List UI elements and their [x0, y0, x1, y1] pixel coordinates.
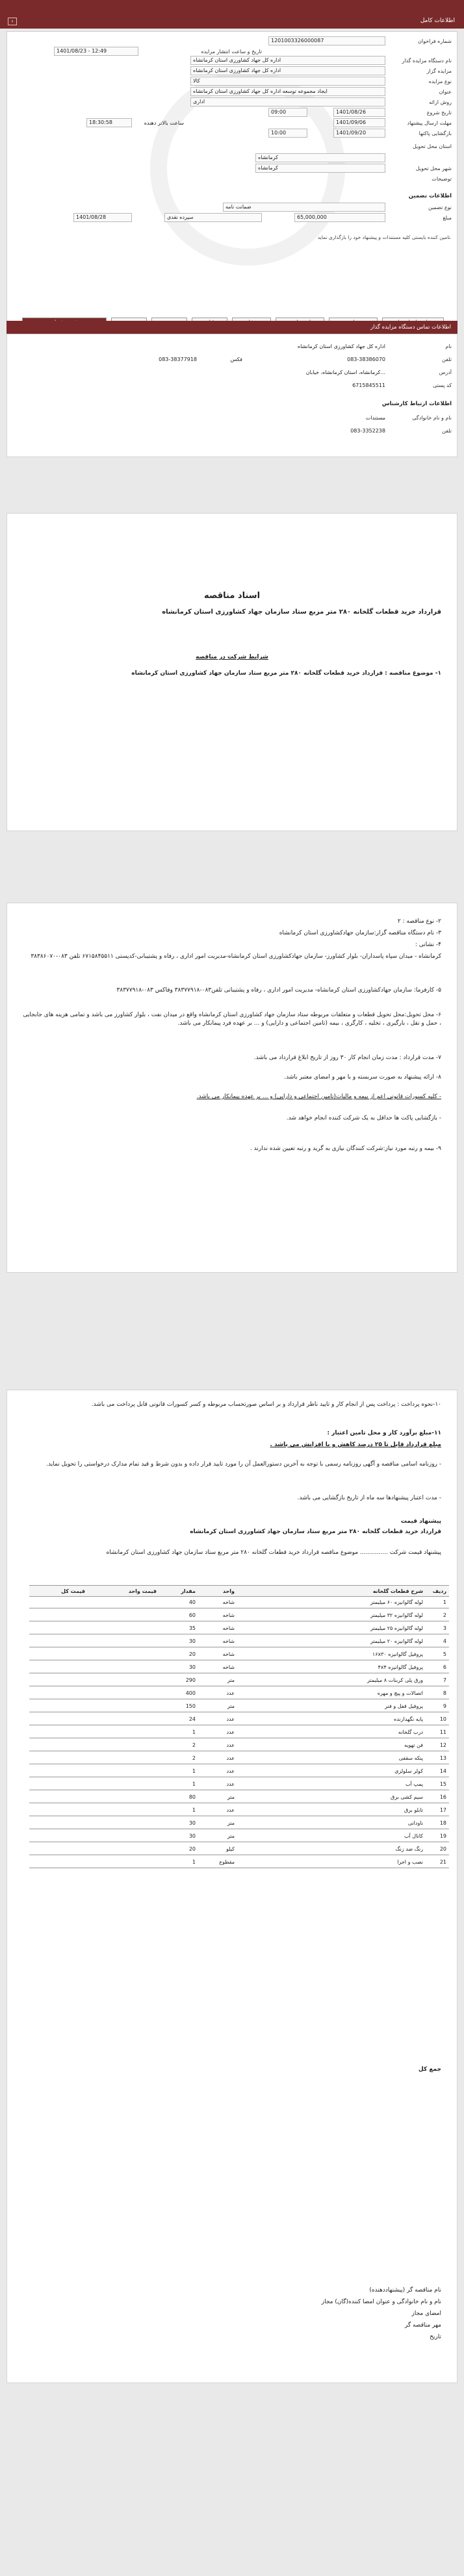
cell-unit: متر: [227, 1820, 235, 1826]
cell-no: 8: [443, 1690, 446, 1696]
contact-phone-label: تلفن: [441, 356, 452, 362]
table-row: [29, 1727, 449, 1738]
deadline-time-value: 18:30:58: [86, 118, 132, 127]
doc-p3-3: - روزنامه اسامی مناقصه و آگهی روزنامه رسمی با توجه به آخرین دستورالعمل آن را مورد تایید قرار داده و بدون شرط و قید تمام مدارک درخواستی را تحویل نماید.: [46, 1461, 441, 1468]
footer-date: تاریخ: [430, 2334, 441, 2340]
table-row: [29, 1831, 449, 1842]
page-title: اطلاعات کامل: [420, 18, 455, 24]
cell-unit: کیلو: [226, 1846, 235, 1852]
table-row: [29, 1662, 449, 1673]
cell-no: 14: [439, 1768, 446, 1774]
doc-subtitle: قرارداد خرید قطعات گلخانه ۲۸۰ متر مربع ستاد سازمان جهاد کشاورزی استان کرمانشاه: [162, 608, 441, 616]
person-name-label: نام و نام خانوادگی: [412, 415, 452, 421]
th-unit: واحد: [222, 1588, 235, 1594]
table-row: [29, 1779, 449, 1790]
table-row: [29, 1714, 449, 1725]
cell-unit: شاخه: [222, 1638, 235, 1644]
person-phone-label: تلفن: [441, 428, 452, 434]
th-item: شرح قطعات گلخانه: [372, 1588, 423, 1594]
cell-item: لوله گالوانیزه ۲۰ میلیمتر: [370, 1638, 423, 1644]
table-row: [29, 1623, 449, 1634]
contact-phone-value: 083-38386070: [347, 356, 385, 362]
subject-label: عنوان: [439, 89, 452, 95]
cell-no: 2: [443, 1612, 446, 1618]
cell-unit: متر: [227, 1794, 235, 1800]
cell-no: 19: [439, 1833, 446, 1839]
cell-no: 5: [443, 1651, 446, 1657]
th-qty: مقدار: [181, 1588, 196, 1594]
person-phone-value: 083-3352238: [350, 428, 385, 434]
tender-no-value: 1201003326000087: [268, 36, 385, 45]
deadline-note: ساعت بالاتر دهنده: [144, 120, 184, 126]
cell-no: 1: [443, 1599, 446, 1605]
cell-no: 17: [439, 1807, 446, 1813]
cell-qty: 30: [188, 1820, 196, 1826]
cell-unit: مقطوع: [219, 1859, 235, 1865]
table-row: [29, 1597, 449, 1608]
table-row: [29, 1675, 449, 1686]
tender-no-label: شماره فراخوان: [418, 38, 452, 44]
cell-qty: 80: [188, 1794, 196, 1800]
cell-unit: متر: [227, 1703, 235, 1709]
footer-signature: امضای مجاز: [411, 2310, 441, 2317]
cell-qty: 30: [188, 1664, 196, 1670]
province-value: کرمانشاه: [255, 153, 385, 162]
publish-date-label: تاریخ و ساعت انتشار مزایده: [201, 49, 262, 55]
cell-no: 18: [439, 1820, 446, 1826]
doc-p3-1: ۱۱-مبلغ برآورد کار و محل تامین اعتبار :: [327, 1430, 441, 1436]
cell-item: پایه نگهدارنده: [394, 1716, 423, 1722]
table-row: [29, 1818, 449, 1829]
cell-item: لوله گالوانیزه ۶۰ میلیمتر: [370, 1599, 423, 1605]
cell-unit: عدد: [226, 1729, 235, 1735]
province-label: استان محل تحویل: [412, 144, 452, 149]
doc-p3-7: پیشنهاد قیمت شرکت ............... موضوع مناقصه قرارداد خرید قطعات گلخانه ۲۸۰ متر مربع ستاد سازمان جهاد کشاورزی استان کرمانشاه: [106, 1549, 441, 1556]
cell-qty: 40: [188, 1599, 196, 1605]
contact-postcode-label: کد پستی: [433, 382, 452, 388]
doc-p2-4: ۵- کارفرما: سازمان جهادکشاورزی استان کرمانشاه- مدیریت امور اداری ، رفاه و پشتیبانی تلفن۰۸۳-۳۸۳۷۷۹۱۸ وفاکس ۰۸۳-۳۸۳۷۷۹۱۸: [116, 987, 441, 994]
cell-qty: 2: [192, 1742, 196, 1748]
open-date-label: بازگشایی پاکتها: [419, 131, 452, 136]
cell-item: پمپ آب: [405, 1781, 423, 1787]
form-note: تامین کننده بایستی کلیه مستندات و پیشنهاد خود را بارگذاری نماید.: [317, 234, 452, 240]
cell-qty: 60: [188, 1612, 196, 1618]
city-label: شهر محل تحویل: [415, 166, 452, 171]
cell-item: فن تهویه: [404, 1742, 423, 1748]
doc-p3-6: قرارداد خرید قطعات گلخانه ۲۸۰ متر مربع ستاد سازمان جهاد کشاورزی استان کرمانشاه: [190, 1529, 441, 1535]
table-row: [29, 1857, 449, 1868]
table-row: [29, 1701, 449, 1712]
cell-qty: 1: [192, 1859, 196, 1865]
footer-stamp: مهر مناقصه گر: [404, 2322, 441, 2329]
doc-p3-2: مبلغ قرارداد قابل تا ۲۵ درصد کاهش و یا افزایش می باشد .: [270, 1442, 441, 1448]
cell-qty: 1: [192, 1768, 196, 1774]
g-type-label: نوع تضمین: [428, 205, 452, 210]
contact-addr-label: آدرس: [439, 369, 452, 375]
cell-no: 6: [443, 1664, 446, 1670]
g-amount-label: مبلغ: [443, 215, 452, 221]
contact-addr-value: کرمانشاه، استان کرمانشاه، خیابان...: [305, 369, 385, 375]
cell-qty: 400: [185, 1690, 196, 1696]
city-value: کرمانشاه: [255, 164, 385, 173]
doc-p2-6: ۷- مدت قرارداد : مدت زمان انجام کار ۳۰ روز از تاریخ ابلاغ قرارداد می باشد.: [253, 1055, 441, 1061]
cell-unit: شاخه: [222, 1612, 235, 1618]
cell-no: 10: [439, 1716, 446, 1722]
doc-page-2: [6, 903, 458, 1273]
offer-label: روش ارائه: [429, 99, 452, 105]
organizer-label: مزایده گزار: [426, 68, 452, 74]
cell-item: سیم کشی برق: [391, 1794, 423, 1800]
doc-page-3: [6, 1390, 458, 2383]
doc-p3-4: - مدت اعتبار پیشنهادها سه ماه از تاریخ بازگشایی می باشد.: [297, 1495, 441, 1501]
cell-unit: شاخه: [222, 1625, 235, 1631]
table-row: [29, 1766, 449, 1777]
th-total: قیمت کل: [61, 1588, 85, 1594]
cell-no: 20: [439, 1846, 446, 1852]
contact-bar: اطلاعات تماس دستگاه مزایده گذار: [6, 321, 458, 334]
back-icon[interactable]: ‹: [8, 18, 17, 25]
start-time-value: 09:00: [268, 108, 307, 117]
cell-item: پروفیل گالوانیزه ۱۶x۳۰: [372, 1651, 423, 1657]
cell-unit: عدد: [226, 1755, 235, 1761]
cell-unit: متر: [227, 1833, 235, 1839]
th-no: ردیف: [432, 1588, 446, 1594]
table-row: [29, 1805, 449, 1816]
open-time-value: 10:00: [268, 129, 307, 138]
cell-no: 7: [443, 1677, 446, 1683]
person-header: اطلاعات ارتباط کارشناس: [381, 401, 452, 407]
cell-qty: 30: [188, 1638, 196, 1644]
doc-item-1: ۱- موضوع مناقصه : قرارداد خرید قطعات گلخانه ۲۸۰ متر مربع ستاد سازمان جهاد کشاورزی استان کرمانشاه: [131, 670, 441, 677]
offer-value: اداری: [190, 97, 385, 106]
doc-p2-8: - کلیه کسورات قانونی اعم از بیمه و مالیات(تامین اجتماعی و دارایی) و ... بر عهده پیمانکار می باشد.: [196, 1094, 441, 1100]
th-price: قیمت واحد: [128, 1588, 157, 1594]
cell-item: پنکه سقفی: [398, 1755, 423, 1761]
doc-p3-5: پیشنهاد قیمت: [400, 1518, 441, 1525]
cell-qty: 24: [188, 1716, 196, 1722]
doc-p3-0: ۱۰-نحوه پرداخت : پرداخت پس از انجام کار و تایید ناظر قرارداد و بر اساس صورتحساب مربوطه و کسر کسورات قانونی قابل پرداخت می باشد.: [91, 1401, 441, 1408]
section-conditions: شرایط شرکت در مناقصه: [196, 654, 268, 660]
cell-unit: شاخه: [222, 1664, 235, 1670]
cell-item: اتصالات و پیچ و مهره: [377, 1690, 423, 1696]
table-header: [29, 1585, 449, 1597]
cell-qty: 290: [185, 1677, 196, 1683]
deadline-date-value: 1401/09/06: [333, 118, 385, 127]
desc-label: توضیحات: [432, 176, 452, 182]
cell-unit: عدد: [226, 1690, 235, 1696]
cell-unit: عدد: [226, 1768, 235, 1774]
cell-item: نصب و اجرا: [397, 1859, 423, 1865]
start-date-value: 1401/08/26: [333, 108, 385, 117]
cell-no: 16: [439, 1794, 446, 1800]
footer-bidder: نام مناقصه گر (پیشنهاددهنده): [369, 2287, 441, 2294]
doc-p2-2: ۴- نشانی :: [415, 942, 441, 948]
doc-p2-3: کرمانشاه - میدان سپاه پاسداران- بلوار کشاورز- سازمان جهادکشاورزی استان کرمانشاه-مدیریت امور اداری ، رفاه و پشتیبانی-کدپستی ۶۷۱۵۸۴۵۵۱۱ تلفن ۰۸۳-۳۸۳۸۶۰۷۰: [31, 953, 441, 960]
doc-p2-1: ۳- نام دستگاه مناقصه گزار:سازمان جهادکشاورزی استان کرمانشاه: [279, 930, 441, 936]
doc-p2-10: ۹- بیمه و رتبه مورد نیاز:شرکت کنندگان نیازی به گرید و رتبه تعیین شده ندارند .: [250, 1145, 441, 1152]
cell-item: کانال آب: [404, 1833, 423, 1839]
cell-item: پروفیل قفل و فنر: [385, 1703, 423, 1709]
doc-title: اسناد مناقصه: [203, 591, 261, 601]
cell-unit: عدد: [226, 1742, 235, 1748]
cell-qty: 20: [188, 1651, 196, 1657]
guarantee-header: اطلاعات تضمین: [408, 193, 452, 199]
executor-label: نام دستگاه مزایده گذار: [402, 58, 452, 64]
open-date-value: 1401/09/20: [333, 129, 385, 138]
cell-no: 15: [439, 1781, 446, 1787]
contact-fax-label: فکس: [230, 356, 242, 362]
cell-item: ورق پلی کربنات ۸ میلیمتر: [367, 1677, 423, 1683]
organizer-value: اداره کل جهاد کشاورزی استان کرمانشاه: [190, 66, 385, 75]
table-row: [29, 1844, 449, 1855]
type-label: نوع مزایده: [428, 79, 452, 84]
table-row: [29, 1636, 449, 1647]
cell-no: 3: [443, 1625, 446, 1631]
cell-item: لوله گالوانیزه ۳۲ میلیمتر: [370, 1612, 423, 1618]
cell-item: ناودانی: [407, 1820, 423, 1826]
type-value: کالا: [190, 77, 385, 86]
cell-unit: متر: [227, 1677, 235, 1683]
cell-item: پروفیل گالوانیزه ۴x۴: [378, 1664, 423, 1670]
person-name-value: مستندات: [365, 415, 385, 421]
contact-postcode-value: 6715845511: [352, 382, 385, 388]
doc-p2-9: - بازگشایی پاکت ها حداقل به یک شرکت کننده انجام خواهد شد.: [286, 1115, 441, 1121]
app-header: [0, 0, 464, 29]
table-row: [29, 1610, 449, 1621]
deadline-label: مهلت ارسال پیشنهاد: [407, 120, 452, 126]
cell-unit: عدد: [226, 1716, 235, 1722]
cell-no: 21: [439, 1859, 446, 1865]
contact-name-label: نام: [445, 344, 452, 349]
cell-qty: 35: [188, 1625, 196, 1631]
cell-item: تابلو برق: [404, 1807, 423, 1813]
cell-unit: عدد: [226, 1781, 235, 1787]
g-type-value: ضمانت نامه: [223, 203, 385, 212]
cell-item: لوله گالوانیزه ۲۵ میلیمتر: [370, 1625, 423, 1631]
contact-fax-value: 083-38377918: [159, 356, 197, 362]
doc-p2-7: ۸- ارائه پیشنهاد به صورت سربسته و با مهر و امضای معتبر باشد.: [284, 1074, 441, 1081]
contact-name-value: اداره کل جهاد کشاورزی استان کرمانشاه: [297, 344, 385, 349]
table-row: [29, 1740, 449, 1751]
executor-value: اداره کل جهاد کشاورزی استان کرمانشاه: [190, 56, 385, 65]
cell-no: 13: [439, 1755, 446, 1761]
table-row: [29, 1688, 449, 1699]
footer-signer: نام و نام خانوادگی و عنوان امضا کننده(گان) مجاز: [321, 2299, 441, 2305]
cell-no: 11: [439, 1729, 446, 1735]
cell-qty: 20: [188, 1846, 196, 1852]
table-row: [29, 1792, 449, 1803]
table-row: [29, 1753, 449, 1764]
cell-qty: 1: [192, 1807, 196, 1813]
cell-item: رنگ ضد زنگ: [395, 1846, 423, 1852]
cell-item: درب گلخانه: [398, 1729, 423, 1735]
g-date-value: 1401/08/28: [73, 213, 132, 222]
table-row: [29, 1649, 449, 1660]
doc-page-1: [6, 513, 458, 831]
cell-no: 9: [443, 1703, 446, 1709]
cell-qty: 1: [192, 1781, 196, 1787]
cell-no: 4: [443, 1638, 446, 1644]
cell-unit: شاخه: [222, 1651, 235, 1657]
cell-no: 12: [439, 1742, 446, 1748]
cell-qty: 150: [185, 1703, 196, 1709]
cell-unit: عدد: [226, 1807, 235, 1813]
g-account-value: سپرده نقدی: [164, 213, 262, 222]
cell-qty: 2: [192, 1755, 196, 1761]
footer-total: جمع کل: [418, 2066, 441, 2073]
subject-value: ایجاد مجموعه توسعه اداره کل جهاد کشاورزی استان کرمانشاه: [190, 87, 385, 96]
doc-p2-5: ۶- محل تحویل:محل تحویل قطعات و متعلقات مربوطه ستاد سازمان جهاد کشاورزی استان کرمانشاه واقع در میدان نفت ، بلوار کشاورز می باشد و تمامی هزینه های جابجایی ، حمل و نقل ، بارگیری ، تخلیه ، کارگری ، بیمه (تامین اجتماعی و دارایی) و ... بر عهده فرد پیمانکار می باشد.: [23, 1012, 441, 1027]
start-date-label: تاریخ شروع: [426, 110, 452, 116]
cell-qty: 1: [192, 1729, 196, 1735]
cell-qty: 30: [188, 1833, 196, 1839]
doc-p2-0: ۲- نوع مناقصه : ۲: [397, 918, 441, 925]
publish-date-value: 1401/08/23 - 12:49: [54, 47, 138, 56]
g-amount-value: 65,000,000: [294, 213, 385, 222]
cell-item: کولر سلولزی: [394, 1768, 423, 1774]
cell-unit: شاخه: [222, 1599, 235, 1605]
contact-panel: [6, 334, 458, 457]
